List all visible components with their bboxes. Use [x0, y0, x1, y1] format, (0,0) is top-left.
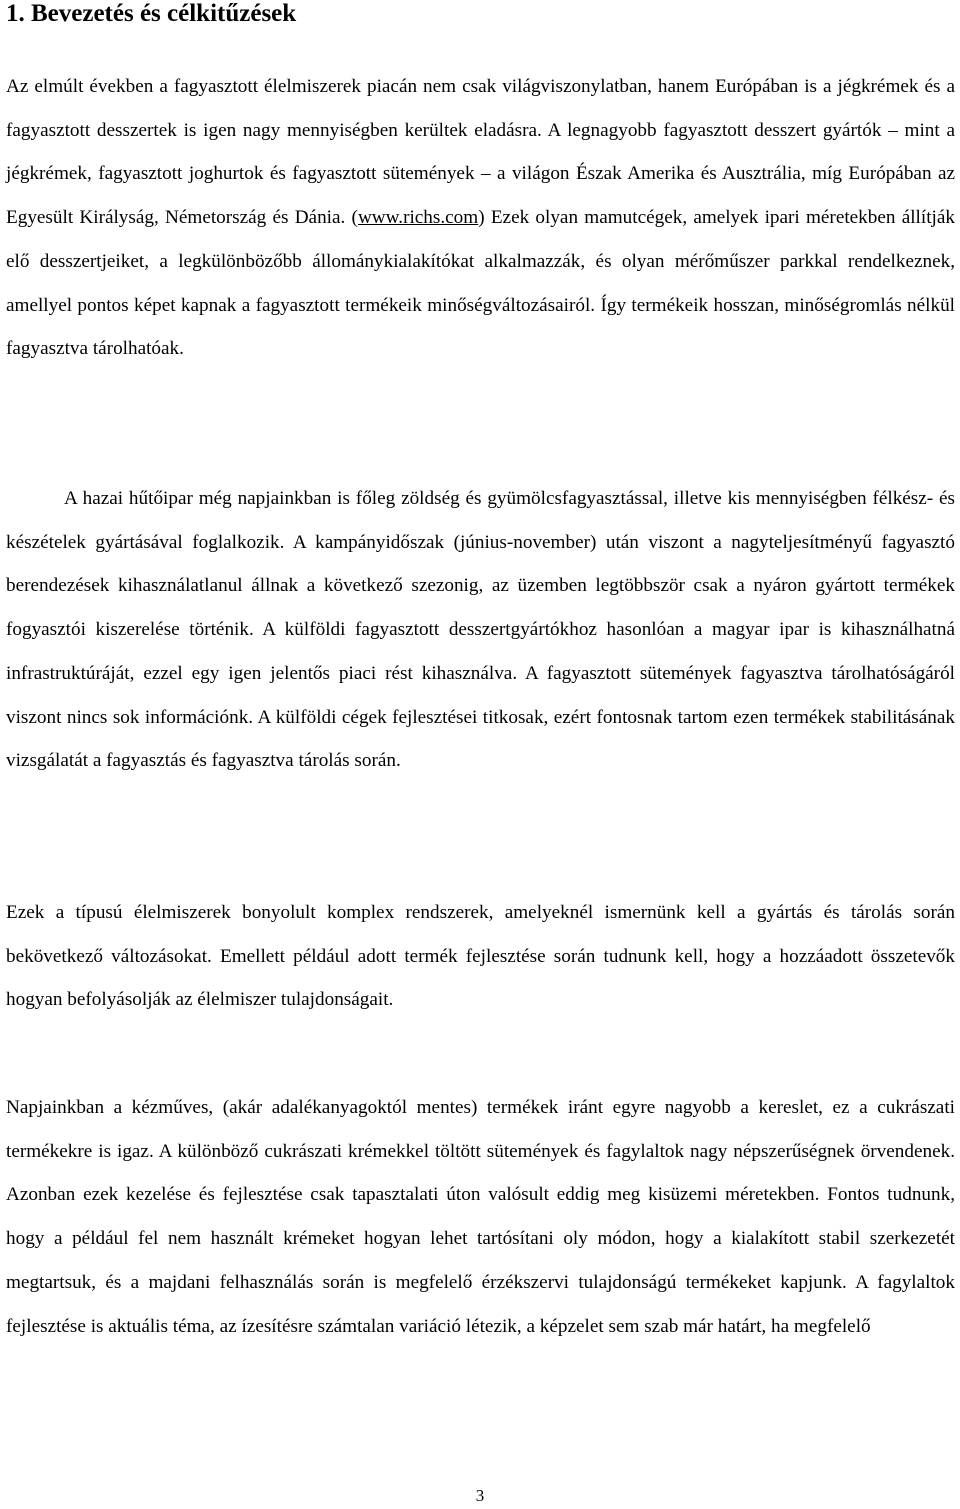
paragraph-text: Az elmúlt években a fagyasztott élelmiszerek piacán nem csak világviszonylatban, hanem Európában is a jégkrémek és a fagyasztott desszertek is igen nagy mennyiségben kerültek eladásra. A legnagyobb fagyasztott desszert gyártók – mint a jégkrémek, fagyasztott joghurtok és fagyasztott sütemények – a világon Észak Amerika és Ausztrália, míg Európában az Egyesült Királyság, Németország és Dánia. (: [6, 76, 955, 229]
paragraph-artisan-products: Napjainkban a kézműves, (akár adalékanyagoktól mentes) termékek iránt egyre nagyobb a kereslet, ez a cukrászati termékekre is igaz. A különböző cukrászati krémekkel töltött sütemények és fagylaltok nagy népszerűségnek örvendenek. Azonban ezek kezelése és fejlesztése csak tapasztalati úton valósult eddig meg kisüzemi méretekben. Fontos tudnunk, hogy a például fel nem használt krémeket hogyan lehet tartósítani oly módon, hogy a kialakított stabil szerkezetét megtartsuk, és a majdani felhasználás során is megfelelő érzékszervi tulajdonságú termékeket kapjunk. A fagylaltok fejlesztése is aktuális téma, az ízesítésre számtalan variáció létezik, a képzelet sem szab már határt, ha megfelelő: [6, 1097, 955, 1337]
section-heading: 1. Bevezetés és célkitűzések: [6, 0, 297, 27]
page-number: 3: [475, 1486, 485, 1505]
paragraph-text: ) Ezek olyan mamutcégek, amelyek ipari méretekben állítják elő desszertjeiket, a legkülönbözőbb állománykialakítókat alkalmazzák, és olyan mérőműszer parkkal rendelkeznek, amellyel pontos képet kapnak a fagyasztott termékeik minőségváltozásairól. Így termékeik hosszan, minőségromlás nélkül fagyasztva tárolhatóak.: [6, 207, 955, 360]
paragraph-market-overview: [6, 65, 955, 371]
paragraph-domestic-industry: A hazai hűtőipar még napjainkban is főleg zöldség és gyümölcsfagyasztással, illetve kis mennyiségben félkész- és készételek gyártásával foglalkozik. A kampányidőszak (június-november) után viszont a nagyteljesítményű fagyasztó berendezések kihasználatlanul állnak a következő szezonig, az üzemben legtöbbször csak a nyáron gyártott termékek fogyasztói kiszerelése történik. A külföldi fagyasztott desszertgyártókhoz hasonlóan a magyar ipar is kihasználhatná infrastruktúráját, ezzel egy igen jelentős piaci rést kihasználva. A fagyasztott sütemények fagyasztva tárolhatóságáról viszont nincs sok információnk. A külföldi cégek fejlesztései titkosak, ezért fontosnak tartom ezen termékek stabilitásának vizsgálatát a fagyasztás és fagyasztva tárolás során.: [6, 488, 955, 772]
richs-link[interactable]: www.richs.com: [357, 207, 479, 229]
paragraph-complex-systems: Ezek a típusú élelmiszerek bonyolult komplex rendszerek, amelyeknél ismernünk kell a gyártás és tárolás során bekövetkező változásokat. Emellett például adott termék fejlesztése során tudnunk kell, hogy a hozzáadott összetevők hogyan befolyásolják az élelmiszer tulajdonságait.: [6, 902, 955, 1011]
